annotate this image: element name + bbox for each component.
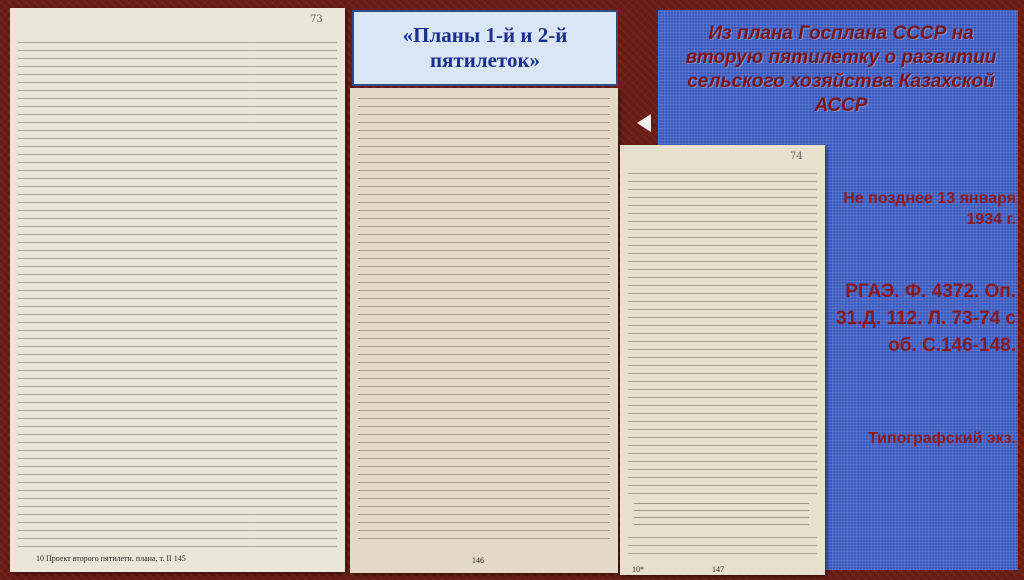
page-handwritten-number: 73 (310, 14, 323, 25)
document-date: Не позднее 13 января 1934 г. (843, 190, 1016, 228)
page-text-block (358, 98, 610, 543)
page-text-block (628, 537, 817, 561)
page-text-block (18, 42, 337, 547)
page-number: 147 (712, 565, 724, 574)
document-page-middle (350, 88, 618, 573)
arrow-left-icon (637, 114, 651, 132)
slide-title-text: «Планы 1-й и 2-й пятилеток» (402, 23, 568, 72)
page-text-block (628, 173, 817, 498)
archive-reference: РГАЭ. Ф. 4372. Оп. 31.Д. 112. Л. 73-74 с об. С.146-148. (835, 281, 1016, 356)
slide-title (352, 10, 618, 86)
document-heading: Из плана Госплана СССР на вторую пятилетку о развитии сельского хозяйства Казахской АССР (685, 23, 997, 116)
document-page-left (10, 8, 345, 572)
document-page-right (620, 145, 825, 575)
page-table (634, 503, 809, 531)
page-number: 146 (472, 556, 484, 565)
page-footer: 10* (632, 565, 644, 574)
page-footer: 10 Проект второго пятилетн. плана, т. II 145 (36, 554, 186, 563)
page-handwritten-number: 74 (790, 151, 803, 162)
document-type: Типографский экз. (867, 430, 1016, 447)
